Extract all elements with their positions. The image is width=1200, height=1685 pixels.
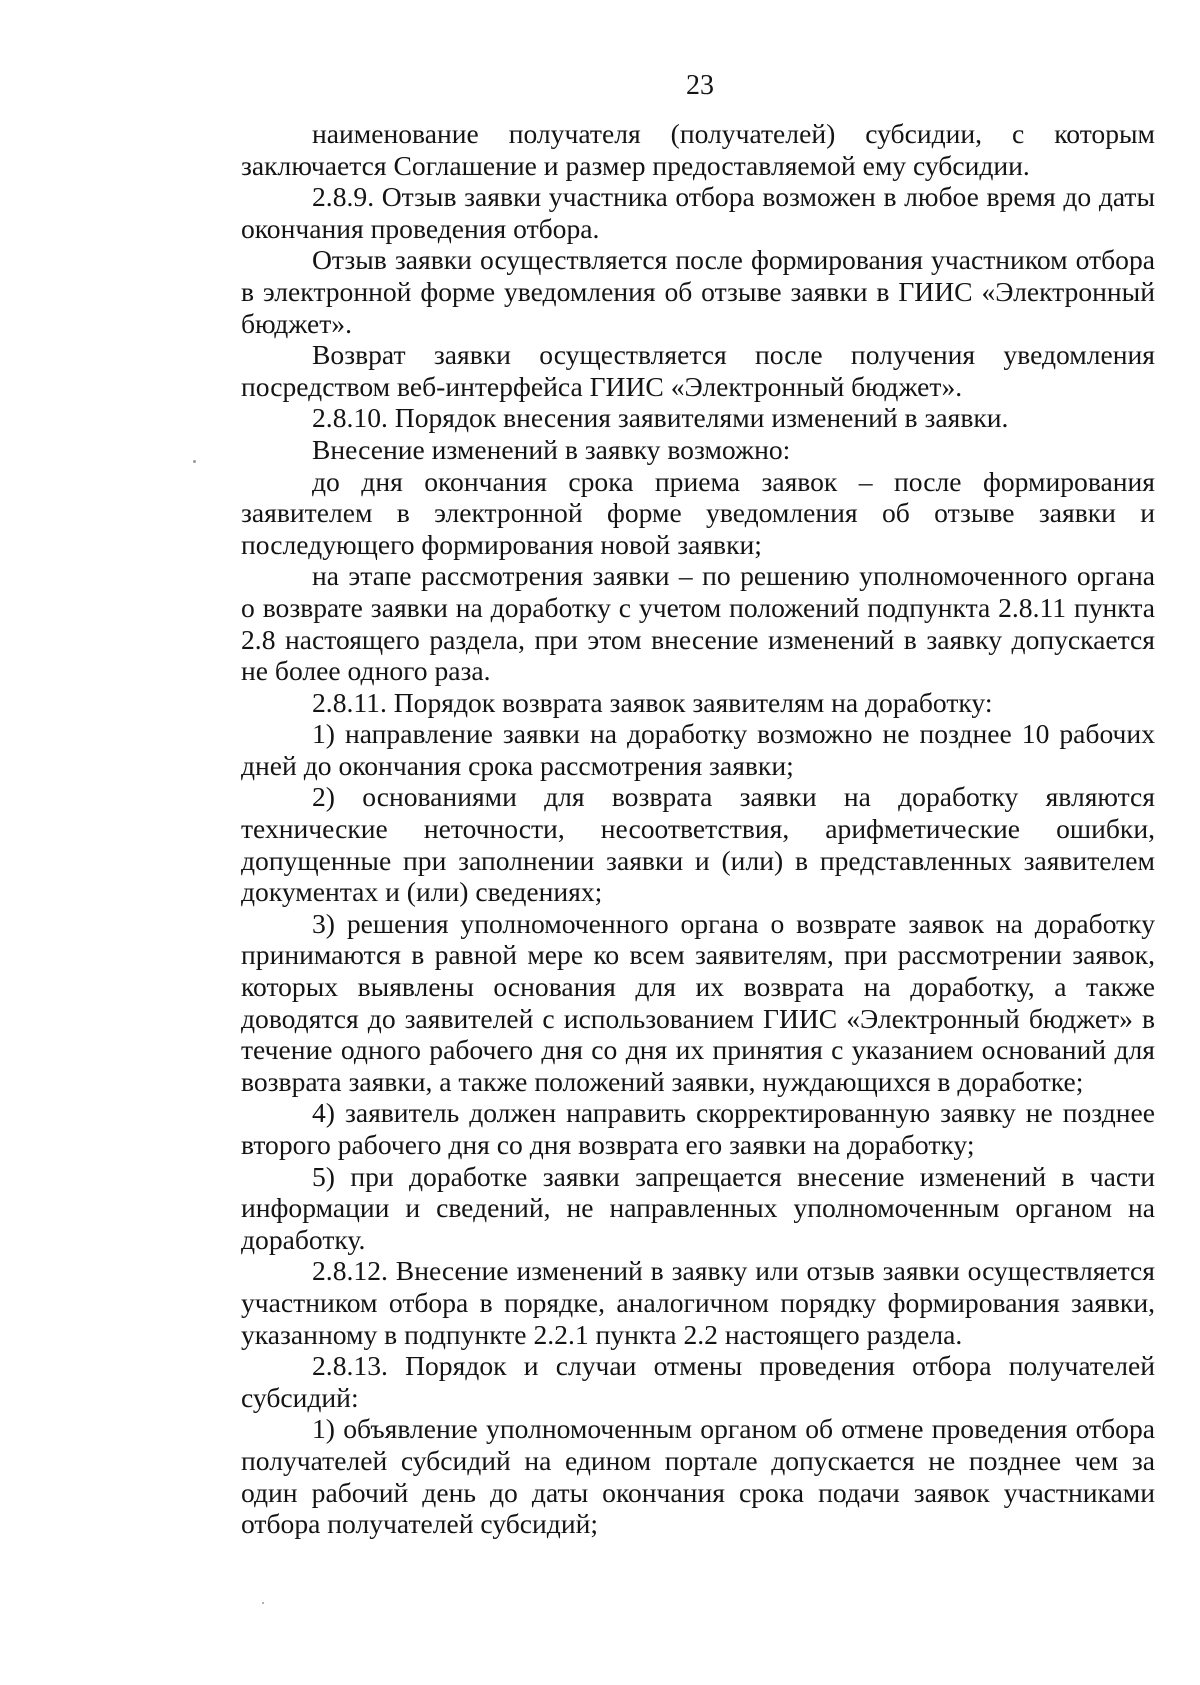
paragraph: 4) заявитель должен направить скорректированную заявку не позднее второго рабочего дня со дня возврата его заявки на доработку; <box>241 1097 1155 1160</box>
page-number-text: 23 <box>686 70 714 101</box>
paragraph: Отзыв заявки осуществляется после формирования участником отбора в электронной форме уведомления об отзыве заявки в ГИИС «Электронный бюджет». <box>241 244 1155 339</box>
paragraph: 2.8.11. Порядок возврата заявок заявителям на доработку: <box>312 686 993 718</box>
paragraph: до дня окончания срока приема заявок – после формирования заявителем в электронной форме уведомления об отзыве заявки и последующего формирования новой заявки; <box>241 465 1155 560</box>
paragraph: Возврат заявки осуществляется после получения уведомления посредством веб-интерфейса ГИИС «Электронный бюджет». <box>241 339 1155 402</box>
document-body <box>241 118 1155 1540</box>
paragraph: 5) при доработке заявки запрещается внесение изменений в части информации и сведений, не направленных уполномоченным органом на доработку. <box>241 1160 1155 1255</box>
paragraph: 3) решения уполномоченного органа о возврате заявок на доработку принимаются в равной мере ко всем заявителям, при рассмотрении заявок, которых выявлены основания для их возврата на доработку, а также доводятся до заявителей с использованием ГИИС «Электронный бюджет» в течение одного рабочего дня со дня их принятия с указанием оснований для возврата заявки, а также положений заявки, нуждающихся в доработке; <box>241 907 1155 1097</box>
paragraph: наименование получателя (получателей) субсидии, с которым заключается Соглашение и размер предоставляемой ему субсидии. <box>241 118 1155 181</box>
paragraph: Внесение изменений в заявку возможно: <box>312 433 791 465</box>
scan-speck <box>262 1602 264 1604</box>
paragraph: 2.8.13. Порядок и случаи отмены проведения отбора получателей субсидий: <box>241 1350 1155 1413</box>
paragraph: 2) основаниями для возврата заявки на доработку являются технические неточности, несоответствия, арифметические ошибки, допущенные при заполнении заявки и (или) в представленных заявителем документах и (или) сведениях; <box>241 781 1155 908</box>
paragraph: 2.8.10. Порядок внесения заявителями изменений в заявки. <box>312 402 1009 434</box>
page-number <box>0 70 1200 102</box>
paragraph: 1) направление заявки на доработку возможно не позднее 10 рабочих дней до окончания срока рассмотрения заявки; <box>241 718 1155 781</box>
paragraph: 2.8.9. Отзыв заявки участника отбора возможен в любое время до даты окончания проведения отбора. <box>241 181 1155 244</box>
paragraph: 2.8.12. Внесение изменений в заявку или отзыв заявки осуществляется участником отбора в порядке, аналогичном порядку формирования заявки, указанному в подпункте 2.2.1 пункта 2.2 настоящего раздела. <box>241 1255 1155 1350</box>
paragraph: 1) объявление уполномоченным органом об отмене проведения отбора получателей субсидий на едином портале допускается не позднее чем за один рабочий день до даты окончания срока подачи заявок участниками отбора получателей субсидий; <box>241 1413 1155 1540</box>
scan-speck <box>193 460 196 463</box>
paragraph: на этапе рассмотрения заявки – по решению уполномоченного органа о возврате заявки на доработку с учетом положений подпункта 2.8.11 пункта 2.8 настоящего раздела, при этом внесение изменений в заявку допускается не более одного раза. <box>241 560 1155 687</box>
